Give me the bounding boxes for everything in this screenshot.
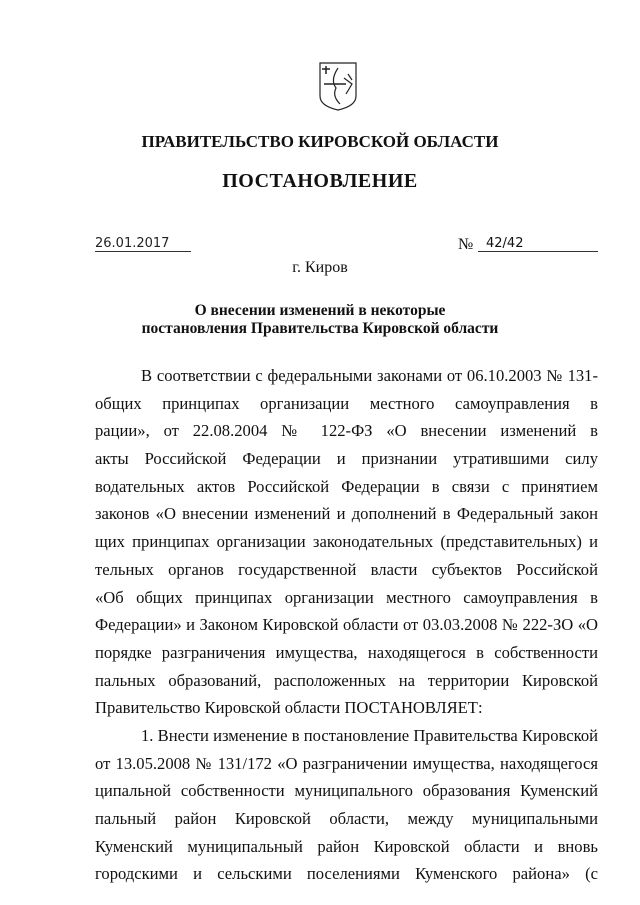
text-line: тельных органов государственной власти субъектов Российской bbox=[95, 559, 598, 579]
subject-line: постановления Правительства Кировской области bbox=[141, 320, 499, 337]
text-line: ципальной собственности муниципального образования Куменский bbox=[95, 781, 598, 801]
paragraph bbox=[95, 722, 598, 888]
document-number: 42/42 bbox=[478, 236, 598, 252]
number-label: № bbox=[458, 236, 474, 253]
text-line: порядке разграничения имущества, находящегося в собственности bbox=[95, 642, 598, 662]
text-line: Правительство Кировской области ПОСТАНОВЛЯЕТ: bbox=[95, 698, 483, 718]
text-line: щих принципах организации законодательных (представительных) и bbox=[95, 532, 598, 552]
subject-line: О внесении изменений в некоторые bbox=[194, 302, 446, 319]
document-subject bbox=[0, 302, 640, 338]
text-line: общих принципах организации местного самоуправления в bbox=[95, 393, 598, 413]
text-line: городскими и сельскими поселениями Куменского района» (с bbox=[95, 864, 598, 884]
document-body bbox=[95, 362, 598, 888]
text-line: пальных образований, расположенных на территории Кировской bbox=[95, 670, 598, 690]
text-line: Куменский муниципальный район Кировской области и вновь bbox=[95, 836, 598, 856]
organization-title: ПРАВИТЕЛЬСТВО КИРОВСКОЙ ОБЛАСТИ bbox=[141, 132, 499, 151]
text-line: В соответствии с федеральными законами от 06.10.2003 № 131- bbox=[141, 366, 598, 385]
text-line: акты Российской Федерации и признании утратившими силу bbox=[95, 449, 598, 469]
paragraph bbox=[95, 362, 598, 722]
text-line: от 13.05.2008 № 131/172 «О разграничении имущества, находящегося bbox=[95, 753, 598, 773]
document-type: ПОСТАНОВЛЕНИЕ bbox=[222, 170, 418, 192]
text-line: 1. Внести изменение в постановление Правительства Кировской bbox=[141, 725, 598, 745]
coat-of-arms-emblem bbox=[316, 60, 360, 112]
city: г. Киров bbox=[292, 259, 348, 276]
text-line: законов «О внесении изменений и дополнений в Федеральный закон bbox=[95, 504, 598, 524]
text-line: Федерации» и Законом Кировской области от 03.03.2008 № 222-ЗО «О bbox=[95, 615, 598, 635]
text-line: рации», от 22.08.2004 № 122-ФЗ «О внесении изменений в bbox=[95, 421, 598, 441]
text-line: пальный район Кировской области, между муниципальными bbox=[95, 809, 598, 828]
document-date: 26.01.2017 bbox=[95, 236, 191, 252]
text-line: водательных актов Российской Федерации в связи с принятием bbox=[95, 476, 598, 496]
text-line: «Об общих принципах организации местного самоуправления в bbox=[95, 587, 598, 607]
